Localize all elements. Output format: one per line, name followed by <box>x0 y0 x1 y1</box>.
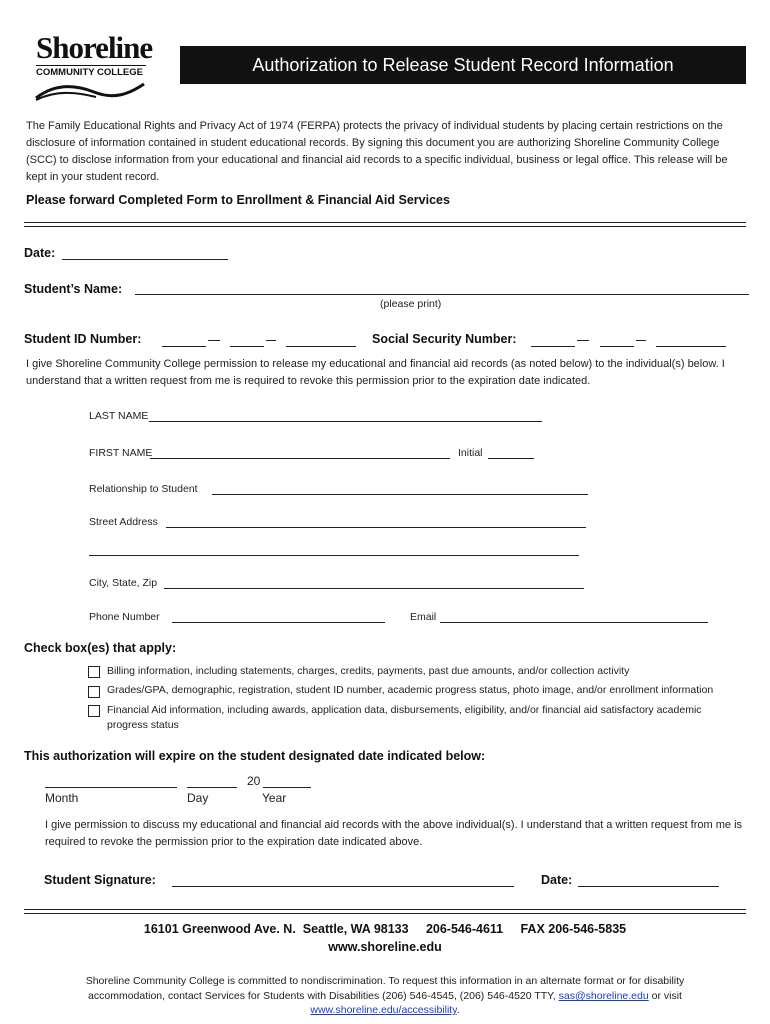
signature-date-field[interactable] <box>578 886 719 887</box>
expire-month-field[interactable] <box>45 787 177 788</box>
email-label: Email <box>410 611 437 623</box>
billing-option-label: Billing information, including statements, charges, credits, payments, past due amounts, and/or collection activity <box>107 665 630 677</box>
forward-note: Please forward Completed Form to Enrollment & Financial Aid Services <box>26 193 450 207</box>
footer-address: 16101 Greenwood Ave. N. Seattle, WA 98133 206-546-4611 FAX 206-546-5835 <box>143 922 627 936</box>
phone-field[interactable] <box>172 622 385 623</box>
relationship-label: Relationship to Student <box>89 483 198 495</box>
divider <box>24 222 746 227</box>
nondiscrimination-line3 <box>0 1004 770 1016</box>
expire-heading: This authorization will expire on the student designated date indicated below: <box>24 749 486 763</box>
financial-aid-option-label: Financial Aid information, including awards, application data, disbursements, eligibility, and/or financial aid satisfactory academic <box>107 704 702 716</box>
relationship-field[interactable] <box>212 494 588 495</box>
checkbox-heading: Check box(es) that apply: <box>24 641 177 655</box>
ssn-part1[interactable] <box>531 346 575 347</box>
day-label: Day <box>187 791 209 805</box>
discuss-permission-text: I give permission to discuss my educational and financial aid records with the above individual(s). I understand that a written request from me is required to revoke the permission prior to the expiration date indicated above. <box>45 819 743 848</box>
signature-date-label: Date: <box>541 873 573 887</box>
sas-email-link[interactable]: sas@shoreline.edu <box>558 990 649 1002</box>
nondiscrimination-text: accommodation, contact Services for Students with Disabilities (206) 546-4545, (206) 546-4520 TTY, <box>88 990 556 1002</box>
nondiscrimination-line1: Shoreline Community College is committed to nondiscrimination. To request this information in an alternate format or for disability <box>85 975 685 987</box>
first-name-label: FIRST NAME <box>89 447 153 459</box>
footer-divider <box>24 909 746 914</box>
city-state-zip-field[interactable] <box>164 588 584 589</box>
student-name-field[interactable] <box>135 294 749 295</box>
initial-label: Initial <box>458 447 483 459</box>
student-id-part1[interactable] <box>162 346 206 347</box>
phone-label: Phone Number <box>89 611 160 623</box>
street-address-label: Street Address <box>89 516 158 528</box>
first-name-field[interactable] <box>150 458 450 459</box>
city-state-zip-label: City, State, Zip <box>89 577 158 589</box>
student-id-part2[interactable] <box>230 346 264 347</box>
last-name-field[interactable] <box>149 421 542 422</box>
grades-checkbox[interactable] <box>88 686 100 698</box>
nondiscrimination-line2 <box>0 990 770 1002</box>
ssn-label: Social Security Number: <box>372 332 517 346</box>
college-logo-subtitle: COMMUNITY COLLEGE <box>36 65 146 78</box>
footer-website: www.shoreline.edu <box>328 940 442 954</box>
college-logo-name: Shoreline <box>36 30 153 65</box>
month-label: Month <box>45 791 79 805</box>
grades-option-label: Grades/GPA, demographic, registration, student ID number, academic progress status, photo image, and/or enrollment information <box>107 684 714 696</box>
accessibility-link[interactable]: www.shoreline.edu/accessibility <box>310 1004 457 1016</box>
ssn-part2[interactable] <box>600 346 634 347</box>
date-field[interactable] <box>62 259 228 260</box>
financial-aid-option-label-cont: progress status <box>107 719 179 731</box>
expire-year-prefix: 20 <box>247 774 261 788</box>
billing-checkbox[interactable] <box>88 666 100 678</box>
street-address-field[interactable] <box>166 527 586 528</box>
ssn-part3[interactable] <box>656 346 726 347</box>
please-print-note: (please print) <box>380 298 442 310</box>
email-field[interactable] <box>440 622 708 623</box>
student-name-label: Student’s Name: <box>24 282 123 296</box>
initial-field[interactable] <box>488 458 534 459</box>
period-text: . <box>456 1004 460 1016</box>
expire-day-field[interactable] <box>187 787 237 788</box>
date-label: Date: <box>24 246 56 260</box>
or-visit-text: or visit <box>651 990 682 1002</box>
expire-year-field[interactable] <box>263 787 311 788</box>
form-title: Authorization to Release Student Record Information <box>180 46 746 84</box>
ferpa-intro: The Family Educational Rights and Privacy Act of 1974 (FERPA) protects the privacy of individual students by placing certain restrictions on the disclosure of information contained in student educational records. By signing this document you are authorizing Shoreline Community College (SCC) to disclose information from your educational and financial aid records to a specific individual, business or legal office. This release will be kept in your student record. <box>26 120 728 183</box>
year-label: Year <box>262 791 287 805</box>
student-id-part3[interactable] <box>286 346 356 347</box>
financial-aid-checkbox[interactable] <box>88 705 100 717</box>
signature-label: Student Signature: <box>44 873 156 887</box>
student-id-label: Student ID Number: <box>24 332 142 346</box>
signature-field[interactable] <box>172 886 514 887</box>
last-name-label: LAST NAME <box>89 410 149 422</box>
permission-text: I give Shoreline Community College permission to release my educational and financial aid records (as noted below) to the individual(s) below. I understand that a written request from me is required to revoke this permission prior to the expiration date indicated. <box>26 358 725 387</box>
street-address-line2[interactable] <box>89 555 579 556</box>
logo-wave-icon <box>34 80 146 102</box>
